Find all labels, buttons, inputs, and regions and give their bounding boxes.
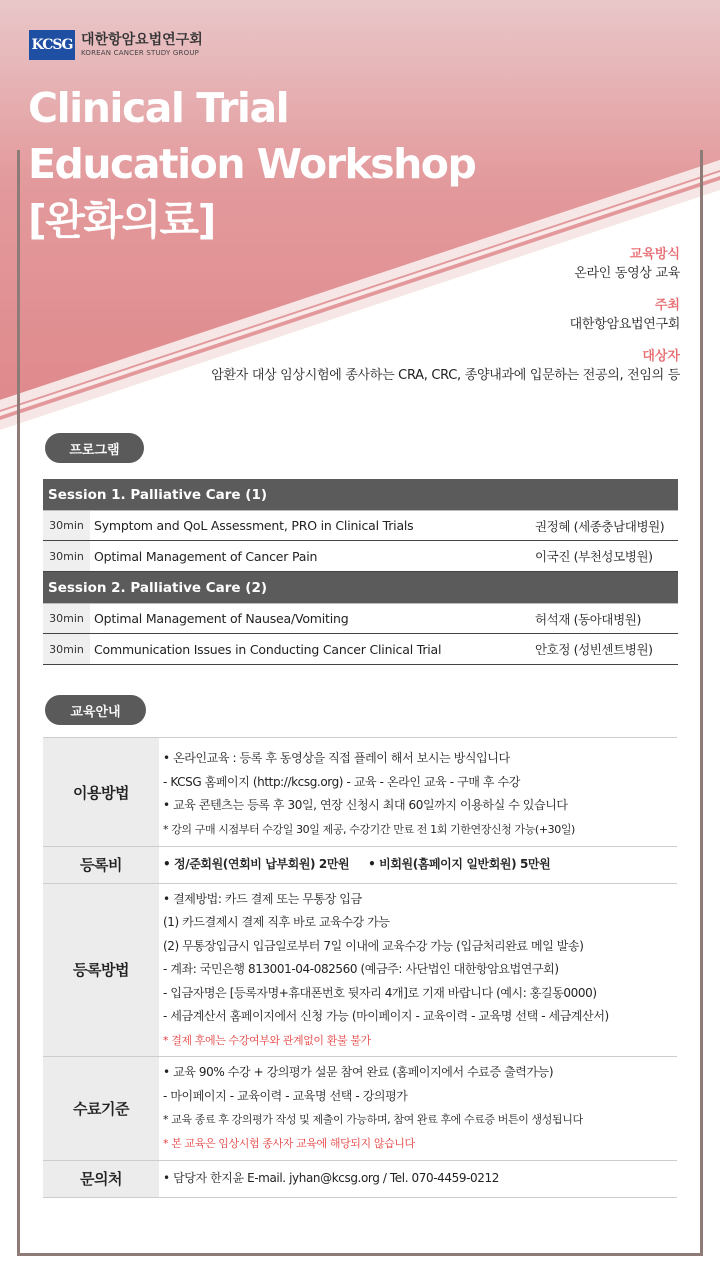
row-label: 등록비 <box>43 847 159 883</box>
fee-line: • 정/준회원(연회비 납부회원) 2만원 • 비회원(홈페이지 일반회원) 5만원 <box>163 857 551 871</box>
talk-title: Symptom and QoL Assessment, PRO in Clinical Trials <box>94 518 414 533</box>
contact-line: • 담당자 한지윤 E-mail. jyhan@kcsg.org / Tel. 070-4459-0212 <box>163 1171 499 1185</box>
completion-warning: * 본 교육은 임상시험 종사자 교육에 해당되지 않습니다 <box>163 1136 415 1150</box>
info-host <box>211 297 680 335</box>
guide-row-contact <box>43 1160 677 1198</box>
table-row <box>43 603 678 634</box>
completion-line: • 교육 90% 수강 + 강의평가 설문 참여 완료 (홈페이지에서 수료증 출력가능) <box>163 1065 554 1079</box>
session-header: Session 2. Palliative Care (2) <box>43 572 678 603</box>
info-value: 대한항암요법연구회 <box>569 317 680 332</box>
talk-title: Communication Issues in Conducting Cancer Clinical Trial <box>94 641 442 657</box>
table-row <box>43 541 678 572</box>
program-table <box>43 479 678 665</box>
info-label: 교육방식 <box>629 247 680 262</box>
page-title <box>28 80 475 248</box>
talk-title: Optimal Management of Nausea/Vomiting <box>94 611 349 626</box>
guide-row-usage <box>43 737 677 846</box>
title-line-1: Clinical Trial <box>28 84 289 132</box>
row-label: 수료기준 <box>43 1057 159 1160</box>
usage-line: • 교육 콘텐츠는 등록 후 30일, 연장 신청시 최대 60일까지 이용하실 수 있습니다 <box>163 798 568 812</box>
info-method <box>211 246 680 284</box>
talk-speaker: 허석재 (동아대병원) <box>535 611 641 627</box>
kcsg-logo <box>29 30 203 60</box>
row-label: 이용방법 <box>43 738 159 846</box>
refund-notice: * 결제 후에는 수강여부와 관계없이 환불 불가 <box>163 1033 371 1047</box>
talk-time: 30min <box>43 634 90 664</box>
register-line: (2) 무통장입금시 입금일로부터 7일 이내에 교육수강 가능 (입금처리완료 메일 발송) <box>163 938 584 953</box>
logo-mark: KCSG <box>29 30 75 60</box>
talk-speaker: 안호정 (성빈센트병원) <box>535 642 653 657</box>
completion-line: - 마이페이지 - 교육이력 - 교육명 선택 - 강의평가 <box>163 1088 408 1103</box>
info-value: 온라인 동영상 교육 <box>574 266 680 281</box>
register-line: (1) 카드결제시 결제 직후 바로 교육수강 가능 <box>163 915 390 929</box>
register-line: - 세금계산서 홈페이지에서 신청 가능 (마이페이지 - 교육이력 - 교육명 선택 - 세금계산서) <box>163 1009 609 1023</box>
session-header: Session 1. Palliative Care (1) <box>43 479 678 510</box>
guide-row-fee <box>43 846 677 883</box>
table-row <box>43 634 678 665</box>
info-label: 대상자 <box>642 349 680 364</box>
register-line: - 입금자명은 [등록자명+휴대폰번호 뒷자리 4개]로 기재 바랍니다 (예시: 홍길동0000) <box>163 985 597 1000</box>
logo-name-ko: 대한항암요법연구회 <box>81 32 203 48</box>
usage-line: • 온라인교육 : 등록 후 동영상을 직접 플레이 해서 보시는 방식입니다 <box>163 751 510 765</box>
info-value: 암환자 대상 임상시험에 종사하는 CRA, CRC, 종양내과에 입문하는 전공의, 전임의 등 <box>211 368 680 383</box>
talk-speaker: 이국진 (부천성모병원) <box>535 549 653 564</box>
completion-note: * 교육 종료 후 강의평가 작성 및 제출이 가능하며, 참여 완료 후에 수료증 버튼이 생성됩니다 <box>163 1113 583 1126</box>
talk-title: Optimal Management of Cancer Pain <box>94 548 318 564</box>
guide-row-completion <box>43 1056 677 1160</box>
info-label: 주최 <box>654 298 680 313</box>
guide-heading: 교육안내 <box>45 695 146 725</box>
event-info <box>211 246 680 399</box>
guide-table <box>43 737 677 1198</box>
talk-time: 30min <box>43 511 90 540</box>
usage-note: * 강의 구매 시점부터 수강일 30일 제공, 수강기간 만료 전 1회 기한연장신청 가능(+30일) <box>163 822 575 836</box>
program-heading: 프로그램 <box>45 433 144 463</box>
register-line: • 결제방법: 카드 결제 또는 무통장 입금 <box>163 891 362 906</box>
title-line-2: Education Workshop <box>28 140 476 188</box>
talk-time: 30min <box>43 541 90 571</box>
logo-name-en: KOREAN CANCER STUDY GROUP <box>81 49 200 57</box>
table-row <box>43 510 678 541</box>
register-line: - 계좌: 국민은행 813001-04-082560 (예금주: 사단법인 대한항암요법연구회) <box>163 962 559 976</box>
row-label: 문의처 <box>43 1161 159 1197</box>
talk-time: 30min <box>43 604 90 633</box>
row-label: 등록방법 <box>43 884 159 1057</box>
guide-row-register <box>43 883 677 1057</box>
info-target <box>211 348 680 386</box>
talk-speaker: 권정혜 (세종충남대병원) <box>535 518 665 534</box>
title-line-3: [완화의료] <box>28 196 215 244</box>
usage-line: - KCSG 홈페이지 (http://kcsg.org) - 교육 - 온라인 교육 - 구매 후 수강 <box>163 774 520 789</box>
